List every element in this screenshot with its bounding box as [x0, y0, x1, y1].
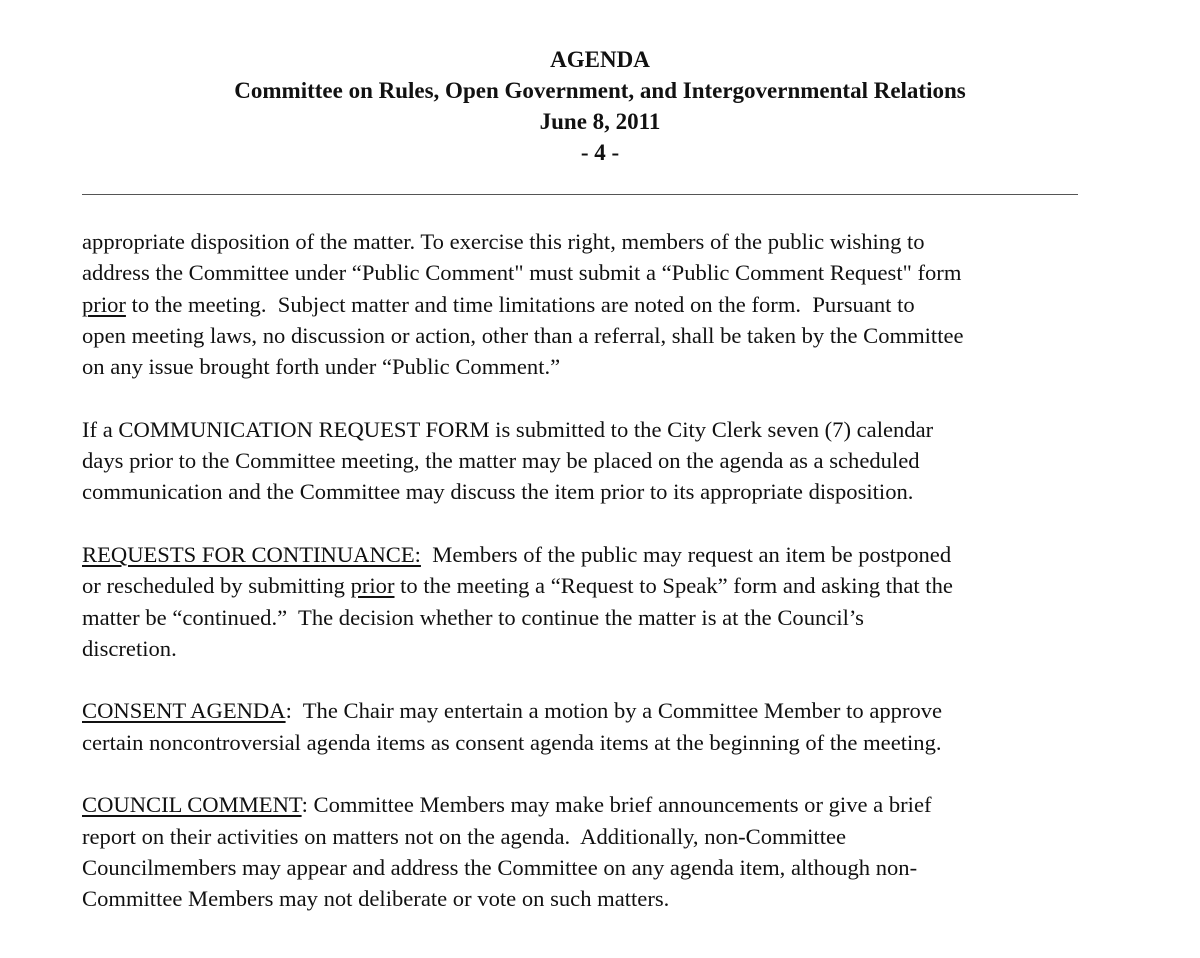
text-line: If a COMMUNICATION REQUEST FORM is submitted to the City Clerk seven (7) calendar: [82, 416, 934, 442]
paragraph-consent-agenda: [82, 695, 1142, 758]
text-line: address the Committee under “Public Comment" must submit a “Public Comment Request" form: [82, 260, 962, 286]
text-line: communication and the Committee may discuss the item prior to its appropriate disposition.: [82, 479, 914, 505]
text-segment: or rescheduled by submitting: [82, 573, 351, 599]
text-line: certain noncontroversial agenda items as consent agenda items at the beginning of the meeting.: [82, 729, 942, 755]
text-line: Committee Members may not deliberate or vote on such matters.: [82, 886, 670, 912]
paragraph-continuance: [82, 539, 1142, 664]
text-segment: Members of the public may request an item be postponed: [420, 541, 952, 567]
text-line: Councilmembers may appear and address the Committee on any agenda item, although non-: [82, 854, 918, 880]
text-line: days prior to the Committee meeting, the matter may be placed on the agenda as a scheduled: [82, 448, 920, 474]
section-heading-consent-agenda: CONSENT AGENDA: [82, 698, 286, 724]
text-line: appropriate disposition of the matter. To exercise this right, members of the public wishing to: [82, 229, 925, 254]
emphasis-prior: prior: [350, 573, 395, 599]
header-divider: [82, 194, 1078, 195]
text-segment: to the meeting a “Request to Speak” form and asking that the: [394, 573, 953, 599]
document-body: [82, 226, 1142, 946]
text-line: discretion.: [82, 635, 177, 661]
text-line: [82, 289, 1142, 320]
text-line: [82, 570, 1142, 601]
text-line: on any issue brought forth under “Public Comment.”: [82, 354, 561, 380]
paragraph-public-comment: [82, 226, 1142, 382]
meeting-date: June 8, 2011: [539, 109, 661, 134]
paragraph-council-comment: [82, 789, 1142, 914]
text-segment: : Committee Members may make brief announcements or give a brief: [301, 792, 932, 818]
agenda-title: AGENDA: [550, 47, 650, 72]
text-segment: : The Chair may entertain a motion by a Committee Member to approve: [285, 698, 943, 724]
text-line: report on their activities on matters not on the agenda. Additionally, non-Committee: [82, 823, 847, 849]
section-heading-continuance: REQUESTS FOR CONTINUANCE:: [82, 541, 421, 567]
text-segment: to the meeting. Subject matter and time limitations are noted on the form. Pursuant to: [125, 291, 915, 317]
paragraph-communication-request: [82, 414, 1142, 508]
document-header: [0, 44, 1200, 168]
text-line: [82, 789, 1142, 820]
committee-name: Committee on Rules, Open Government, and Intergovernmental Relations: [234, 78, 966, 103]
section-heading-council-comment: COUNCIL COMMENT: [82, 792, 302, 818]
text-line: [82, 695, 1142, 726]
text-line: open meeting laws, no discussion or action, other than a referral, shall be taken by the Committee: [82, 322, 964, 348]
text-line: [82, 539, 1142, 570]
page-number: - 4 -: [580, 140, 620, 165]
text-line: matter be “continued.” The decision whether to continue the matter is at the Council’s: [82, 604, 864, 630]
emphasis-prior: prior: [82, 291, 126, 317]
